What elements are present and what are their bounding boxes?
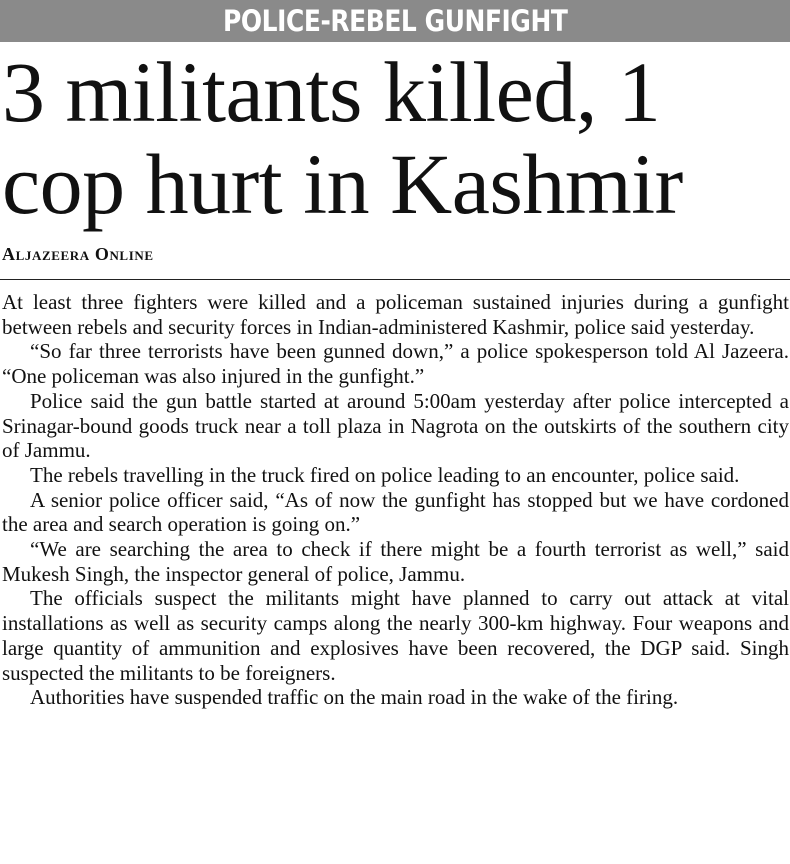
article-paragraph: The rebels travelling in the truck fired on police leading to an encounter, police said. [30,462,740,487]
article-paragraph: A senior police officer said, “As of now the gunfight has stopped but we have cordoned the area and search operation is going on.” [2,487,789,537]
article-body [2,290,789,710]
article-paragraph: “We are searching the area to check if there might be a fourth terrorist as well,” said Mukesh Singh, the inspector general of police, Jammu. [2,537,789,586]
article-paragraph: “So far three terrorists have been gunned down,” a police spokesperson told Al Jazeera. “One policeman was also injured in the gunfight.” [2,339,789,389]
article-paragraph: At least three fighters were killed and a policeman sustained injuries during a gunfight between rebels and security forces in Indian-administered Kashmir, police said yesterday. [2,290,789,339]
kicker-banner [0,0,790,42]
article-paragraph: The officials suspect the militants might have planned to carry out attack at vital installations as well as security camps along the nearly 300-km highway. Four weapons and large quantity of ammunition and explosives have been recovered, the DGP said. Singh suspected the militants to be foreigners. [2,586,789,685]
kicker-label: POLICE-REBEL GUNFIGHT [222,4,568,38]
byline: Aljazeera Online [2,244,154,264]
headline: 3 militants killed, 1 cop hurt in Kashmir [2,44,683,232]
article-paragraph: Authorities have suspended traffic on the main road in the wake of the firing. [30,685,679,710]
article-paragraph: Police said the gun battle started at around 5:00am yesterday after police intercepted a Srinagar-bound goods truck near a toll plaza in Nagrota on the outskirts of the southern city of Jammu. [2,388,789,463]
byline-divider [0,279,790,280]
